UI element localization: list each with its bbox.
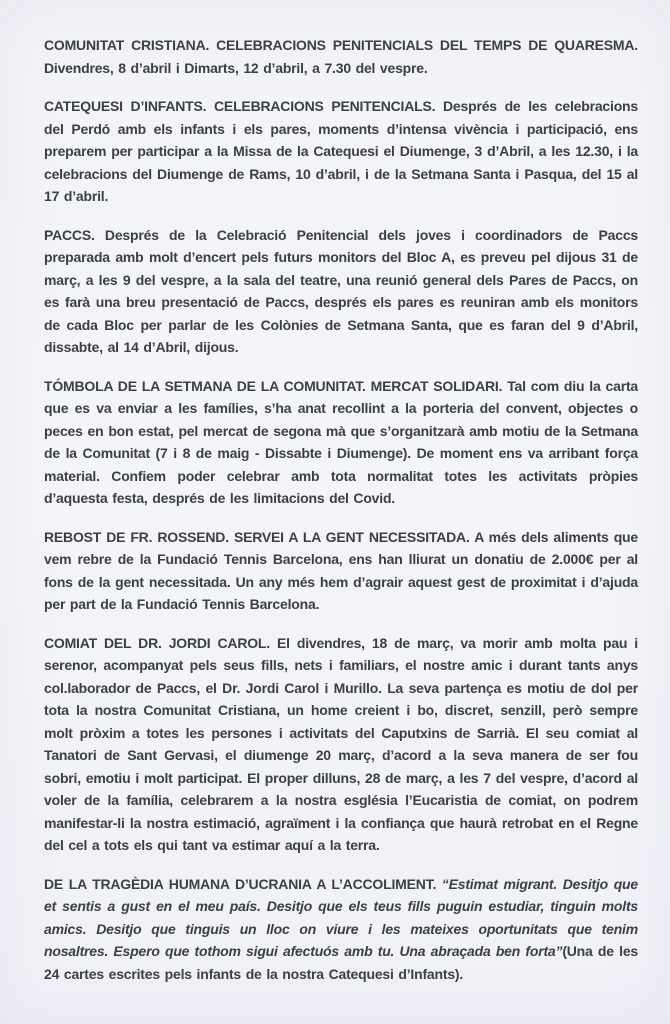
paragraph-catequesi <box>44 95 638 208</box>
paragraph-comiat <box>44 632 638 857</box>
paragraph-paccs <box>44 224 638 359</box>
section-heading-catequesi: CATEQUESI D’INFANTS. CELEBRACIONS PENITENCIALS. <box>44 98 436 114</box>
section-heading-quaresma: COMUNITAT CRISTIANA. CELEBRACIONS PENITENCIALS DEL TEMPS DE QUARESMA. <box>44 37 638 53</box>
section-body-comiat: El divendres, 18 de març, va morir amb molta pau i serenor, acompanyat pels seus fills, nets i familiars, el nostre amic i durant tants anys col.laborador de Paccs, el Dr. Jordi Carol i Murillo. La seva partença es motiu de dol per tota la nostra Comunitat Cristiana, un home creient i bo, discret, senzill, però sempre molt pròxim a totes les persones i activitats del Caputxins de Sarrià. El seu comiat al Tanatori de Sant Gervasi, el diumenge 20 març, d’acord a la seva manera de ser fou sobri, emotiu i molt participat. El proper dilluns, 28 de març, a les 7 del vespre, d’acord al voler de la família, celebrarem a la nostra església l’Eucaristia de comiat, on podrem manifestar-li la nostra estimació, agraïment i la confiança que haurà retrobat en el Regne del cel a tots els qui tant va estimar aquí a la terra. <box>44 634 638 853</box>
section-body-paccs: Després de la Celebració Penitencial dels joves i coordinadors de Paccs preparada amb molt d’encert pels futurs monitors del Bloc A, es preveu pel dijous 31 de març, a les 9 del vespre, a la sala del teatre, una reunió general dels Pares de Paccs, on es farà una breu presentació de Paccs, després els pares es reuniran amb els monitors de cada Bloc per parlar de les Colònies de Setmana Santa, que es faran del 9 d’Abril, dissabte, al 14 d’Abril, dijous. <box>44 226 638 355</box>
section-body-quaresma: Divendres, 8 d’abril i Dimarts, 12 d’abril, a 7.30 del vespre. <box>44 59 428 76</box>
paragraph-ucrania <box>44 873 638 986</box>
section-heading-rebost: REBOST DE FR. ROSSEND. SERVEI A LA GENT NECESSITADA. <box>44 528 470 545</box>
section-heading-comiat: COMIAT DEL DR. JORDI CAROL. <box>44 634 270 651</box>
paragraph-rebost <box>44 526 638 616</box>
section-tail-ucrania: (Una de les 24 cartes escrites pels infants de la nostra Catequesi d’Infants). <box>44 943 638 982</box>
section-heading-tombola: TÓMBOLA DE LA SETMANA DE LA COMUNITAT. MERCAT SOLIDARI. <box>44 377 503 394</box>
section-body-rebost: A més dels aliments que vem rebre de la Fundació Tennis Barcelona, ens han lliurat un donatiu de 2.000€ per al fons de la gent necessitada. Un any més hem d’agrair aquest gest de proximitat i d’ajuda per part de la Fundació Tennis Barcelona. <box>44 528 638 612</box>
paragraph-quaresma <box>44 34 638 79</box>
section-body-tombola: Tal com diu la carta que es va enviar a les famílies, s’ha anat recollint a la porteria del convent, objectes o peces en bon estat, pel mercat de segona mà que s’organitzarà amb motiu de la Setmana de la Comunitat (7 i 8 de maig - Dissabte i Diumenge). De moment ens va arribant força material. Confiem poder celebrar amb tota normalitat totes les activitats pròpies d’aquesta festa, després de les limitacions del Covid. <box>44 377 638 506</box>
paragraph-tombola <box>44 375 638 510</box>
section-body-catequesi: Després de les celebracions del Perdó amb els infants i els pares, moments d’intensa vivència i participació, ens preparem per participar a la Missa de la Catequesi el Diumenge, 3 d’Abril, a les 12.30, i la celebracions del Diumenge de Rams, 10 d’abril, i de la Setmana Santa i Pasqua, del 15 al 17 d’abril. <box>44 98 638 204</box>
migrant-letter-quote: “Estimat migrant. Desitjo que et sentis a gust en el meu país. Desitjo que els teus fills puguin estudiar, tinguin molts amics. Desitjo que tinguis un lloc on viure i les mateixes oportunitats que tenim nosaltres. Espero que tothom sigui afectuós amb tu. Una abraçada ben forta” <box>44 875 638 959</box>
section-heading-ucrania: DE LA TRAGÈDIA HUMANA D’UCRANIA A L’ACCOLIMENT. <box>44 875 437 892</box>
section-heading-paccs: PACCS. <box>44 226 95 243</box>
